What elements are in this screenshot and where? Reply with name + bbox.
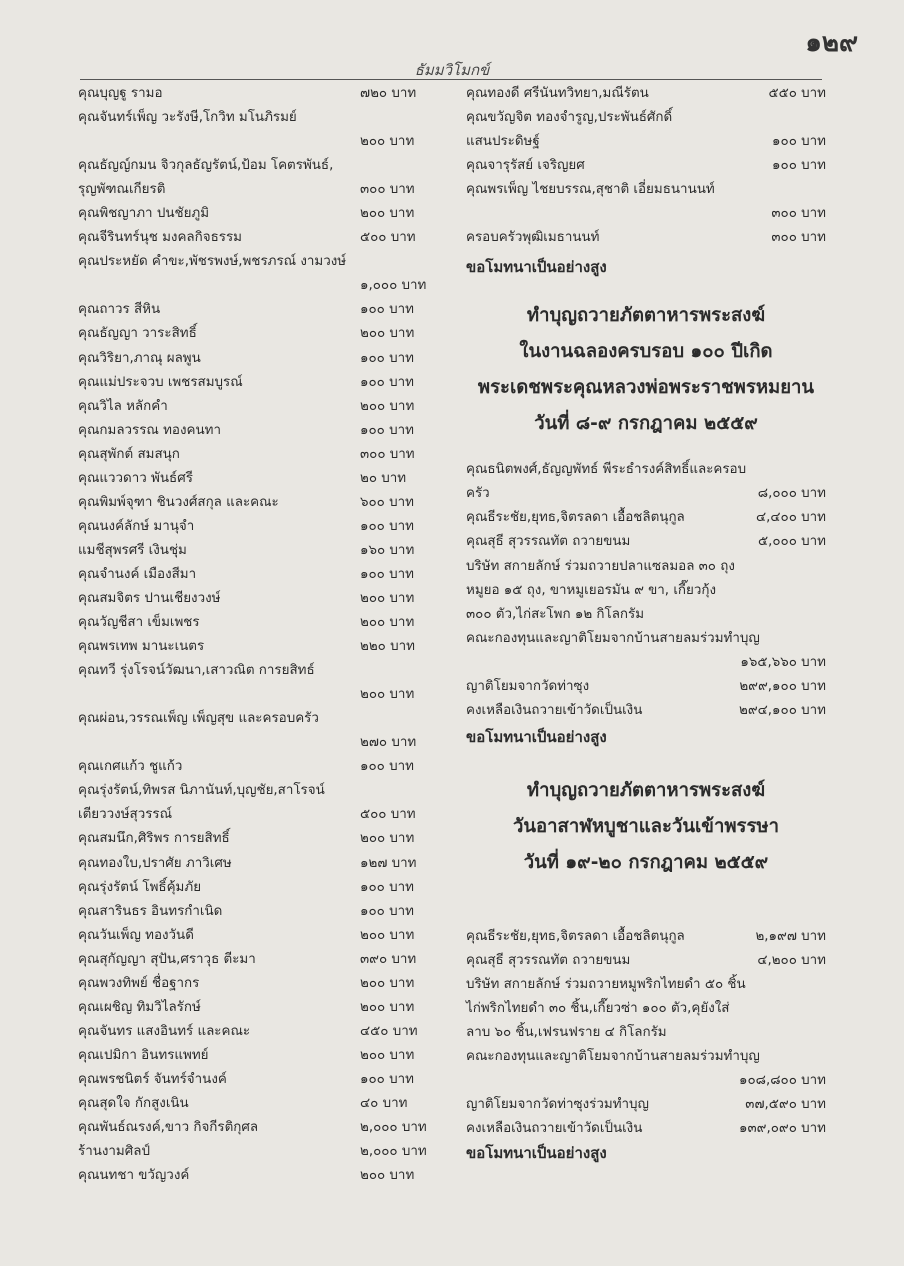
donor-name: ลาบ ๖๐ ชิ้น,เฟรนฟราย ๔ กิโลกรัม <box>466 1025 667 1041</box>
donor-name: คุณทองใบ,ปราศัย ภาวิเศษ <box>78 855 232 871</box>
donor-name: คุณวิริยา,ภาณุ ผลพูน <box>78 350 201 366</box>
donation-amount: ๒๐๐ บาท <box>360 326 415 342</box>
donation-amount: ๑๖๕,๖๖๐ บาท <box>740 654 826 670</box>
donation-amount: ๑๐๐ บาท <box>360 302 414 318</box>
donor-line <box>466 555 826 579</box>
donor-line <box>466 82 826 106</box>
donor-name: คุณวัญชีสา เข็มเพชร <box>78 615 200 631</box>
donor-line <box>78 371 461 395</box>
donor-name: คุณพิมพ์จุฑา ชินวงศ์สกุล และคณะ <box>78 494 279 510</box>
donor-name: คุณพรเพ็ญ ไชยบรรณ,สุชาติ เอี่ยมธนานนท์ <box>466 182 715 198</box>
donor-name: ญาติโยมจากวัดท่าซุงร่วมทำบุญ <box>466 1097 649 1113</box>
donor-name: ญาติโยมจากวัดท่าซุง <box>466 678 590 694</box>
donation-amount: ๑๐๘,๘๐๐ บาท <box>738 1073 826 1089</box>
donor-name: คุณเผชิญ ทิมวิไลรักษ์ <box>78 999 201 1015</box>
donation-amount: ๒๒๐ บาท <box>360 639 415 655</box>
donation-amount: ๒๐๐ บาท <box>360 975 415 991</box>
donor-name: คุณสารินธร อินทรกำเนิด <box>78 903 223 919</box>
donation-amount: ๘,๐๐๐ บาท <box>757 486 826 502</box>
donation-amount: ๒,๐๐๐ บาท <box>360 1120 427 1136</box>
donor-line <box>78 1092 461 1116</box>
donation-amount: ๑,๐๐๐ บาท <box>360 278 427 294</box>
donor-name: บริษัท สกายลักษ์ ร่วมถวายหมูพริกไทยดำ ๕๐ ชิ้น <box>466 976 746 992</box>
running-header: ธัมมวิโมกข์ <box>414 61 490 79</box>
donor-name: คุณทวี รุ่งโรจน์วัฒนา,เสาวณิต การยสิทธ์ <box>78 663 315 679</box>
donor-name: คุณจีรินทร์นุช มงคลกิจธรรม <box>78 230 242 246</box>
donor-line <box>78 587 461 611</box>
donation-amount: ๖๐๐ บาท <box>360 494 414 510</box>
donor-line <box>78 779 461 803</box>
donor-line <box>78 563 461 587</box>
donor-line <box>78 539 461 563</box>
donor-name: คุณนทชา ขวัญวงค์ <box>78 1168 190 1184</box>
donor-line <box>78 852 461 876</box>
donor-name: คุณพิชญาภา ปนชัยภูมิ <box>78 206 210 222</box>
donor-name: คุณสุธี สุวรรณทัต ถวายขนม <box>466 952 631 968</box>
donor-line <box>78 178 461 202</box>
donation-amount: ๑๐๐ บาท <box>360 350 414 366</box>
header-rule <box>80 79 822 80</box>
donor-line <box>78 1044 461 1068</box>
donor-line <box>466 627 826 651</box>
donor-line <box>78 274 461 298</box>
donor-line <box>466 1093 826 1117</box>
donation-amount: ๕๕๐ บาท <box>768 86 826 101</box>
donor-name: คงเหลือเงินถวายเข้าวัดเป็นเงิน <box>466 1121 643 1137</box>
section1-list <box>466 458 826 723</box>
donor-name: คุณขวัญจิต ทองจำรูญ,ประพันธ์ศักดิ์ <box>466 110 673 126</box>
donation-amount: ๑๐๐ บาท <box>360 518 414 534</box>
donor-line <box>466 530 826 554</box>
donor-name: คุณสุกัญญา สุปัน,ศราวุธ ตีะมา <box>78 951 256 967</box>
donation-amount: ๒๐๐ บาท <box>360 206 415 222</box>
donor-line <box>78 298 461 322</box>
donation-amount: ๒๐๐ บาท <box>360 831 415 847</box>
donor-line <box>78 972 461 996</box>
donation-amount: ๑๐๐ บาท <box>772 134 826 150</box>
donor-line <box>78 82 461 106</box>
donor-line <box>466 202 826 226</box>
donor-line <box>78 154 461 178</box>
donor-line <box>466 130 826 154</box>
donation-amount: ๗๒๐ บาท <box>360 86 417 101</box>
donor-line <box>78 1020 461 1044</box>
donation-amount: ๓๐๐ บาท <box>771 230 826 246</box>
section1-heading-line: ทำบุญถวายภัตตาหารพระสงฆ์ <box>526 305 766 327</box>
donor-line <box>78 635 461 659</box>
donation-amount: ๑๐๐ บาท <box>360 879 414 895</box>
donor-name: คุณเกศแก้ว ชูแก้ว <box>78 759 183 775</box>
section2-heading-line: ทำบุญถวายภัตตาหารพระสงฆ์ <box>526 779 766 801</box>
donor-name: คุณสมจิตร ปานเชียงวงษ์ <box>78 590 221 606</box>
donation-amount: ๓๐๐ บาท <box>360 182 415 198</box>
donation-amount: ๑๐๐ บาท <box>360 903 414 919</box>
left-donor-column <box>78 82 461 1188</box>
donor-line <box>78 443 461 467</box>
donor-name: ครอบครัวพุฒิเมธานนท์ <box>466 230 600 246</box>
donor-name: คุณวิไล หลักคำ <box>78 398 168 414</box>
donation-amount: ๒๙๔,๑๐๐ บาท <box>739 702 826 718</box>
donor-line <box>78 106 461 130</box>
donor-line <box>466 997 826 1021</box>
donor-name: คุณจันทร แสงอินทร์ และคณะ <box>78 1023 251 1039</box>
donor-name: คุณธัญญา วาระสิทธิ์ <box>78 326 197 342</box>
donor-name: คุณสุธี สุวรรณทัต ถวายขนม <box>466 534 631 550</box>
donor-line <box>78 996 461 1020</box>
donor-line <box>466 1021 826 1045</box>
donor-name: คุณพรเทพ มานะเนตร <box>78 639 205 655</box>
donation-amount: ๑๐๐ บาท <box>360 1071 414 1087</box>
donor-line <box>78 419 461 443</box>
donor-name: คุณกมลวรรณ ทองคนทา <box>78 422 221 438</box>
donor-name: คณะกองทุนและญาติโยมจากบ้านสายลมร่วมทำบุญ <box>466 1049 760 1065</box>
donation-amount: ๓๐๐ บาท <box>771 206 826 222</box>
section1-thanks: ขอโมทนาเป็นอย่างสูง <box>466 727 607 746</box>
donor-line <box>466 1069 826 1093</box>
donor-line <box>466 226 826 250</box>
donor-line <box>78 1116 461 1140</box>
donor-line <box>78 1068 461 1092</box>
donor-line <box>466 579 826 603</box>
donor-name: คุณจำนงค์ เมืองสีมา <box>78 566 197 582</box>
donor-name: คุณรุ่งรัตน์,ทิพรส นิภานันท์,บุญชัย,สาโรจน์ <box>78 783 325 799</box>
donation-amount: ๒๐๐ บาท <box>360 590 415 606</box>
donor-line <box>78 1164 461 1188</box>
donor-line <box>78 202 461 226</box>
section2-heading-line: วันอาสาฬหบูชาและวันเข้าพรรษา <box>513 815 779 837</box>
donation-amount: ๒๐๐ บาท <box>360 1168 415 1184</box>
donation-amount: ๑๐๐ บาท <box>772 158 826 174</box>
donor-name: คุณธีระชัย,ยุทธ,จิตรลดา เอื้อชลิตนุกูล <box>466 510 685 526</box>
section1-heading-line: วันที่ ๘-๙ กรกฎาคม ๒๕๕๙ <box>534 413 758 435</box>
donor-name: คุณแววดาว พันธ์ศรี <box>78 470 193 486</box>
donor-line <box>78 755 461 779</box>
donor-line <box>78 515 461 539</box>
donor-line <box>78 731 461 755</box>
donation-amount: ๑๓๙,๐๙๐ บาท <box>739 1121 826 1137</box>
donor-line <box>78 491 461 515</box>
donation-amount: ๔,๔๐๐ บาท <box>756 510 826 526</box>
donor-name: คุณรุ่งรัตน์ โพธิ์คุ้มภัย <box>78 879 202 895</box>
donor-line <box>466 949 826 973</box>
donor-name: คุณประหยัด คำขะ,พัชรพงษ์,พชรภรณ์ งามวงษ์ <box>78 254 347 270</box>
donor-line <box>466 675 826 699</box>
donor-line <box>78 322 461 346</box>
donor-line <box>78 659 461 683</box>
donor-line <box>78 827 461 851</box>
section2-list <box>466 925 826 1141</box>
donation-amount: ๑๐๐ บาท <box>360 759 414 775</box>
donor-name: คุณพันธ์ณรงค์,ขาว กิจกีรติกุศล <box>78 1120 259 1136</box>
donor-line <box>78 1140 461 1164</box>
donor-line <box>78 924 461 948</box>
donation-amount: ๒,๑๙๗ บาท <box>755 928 826 944</box>
donation-amount: ๓๗,๕๙๐ บาท <box>745 1097 826 1113</box>
right-top-list <box>466 82 826 250</box>
donation-amount: ๔,๒๐๐ บาท <box>757 952 826 968</box>
donor-line <box>466 651 826 675</box>
thanks-text: ขอโมทนาเป็นอย่างสูง <box>466 258 607 277</box>
donor-name: คุณสุดใจ กักสูงเนิน <box>78 1095 189 1111</box>
donation-amount: ๒๐๐ บาท <box>360 134 415 150</box>
donor-line <box>78 707 461 731</box>
donor-line <box>466 1045 826 1069</box>
right-donor-column <box>466 82 826 1165</box>
donor-name: คุณสุพักต์ สมสนุก <box>78 446 180 462</box>
donor-line <box>466 973 826 997</box>
donation-amount: ๒๐๐ บาท <box>360 1047 415 1063</box>
section2-thanks: ขอโมทนาเป็นอย่างสูง <box>466 1144 607 1163</box>
donor-line <box>78 803 461 827</box>
donor-name: คุณจารุรัสย์ เจริญยศ <box>466 158 585 174</box>
donation-amount: ๒๐๐ บาท <box>360 687 415 703</box>
donor-line <box>78 395 461 419</box>
donor-name: คุณแม่ประจวบ เพชรสมบูรณ์ <box>78 374 243 390</box>
section2-heading-line: วันที่ ๑๙-๒๐ กรกฎาคม ๒๕๕๙ <box>523 851 769 873</box>
section1-heading-line: พระเดชพระคุณหลวงพ่อพระราชพรหมยาน <box>477 377 815 399</box>
donor-name: หมูยอ ๑๕ ถุง, ขาหมูเยอรมัน ๙ ขา, เกี๊ยวกุ้ง <box>466 582 717 598</box>
donation-amount: ๕๐๐ บาท <box>360 807 416 823</box>
donor-name: คุณธัญญ์กมน จิวกุลธัญรัตน์,ป้อม โคตรพันธ์, <box>78 158 334 174</box>
donation-amount: ๑๖๐ บาท <box>360 542 415 558</box>
donor-name: คุณทองดี ศรีนันทวิทยา,มณีรัตน <box>466 86 649 101</box>
donor-line <box>466 925 826 949</box>
donation-amount: ๒๐๐ บาท <box>360 927 415 943</box>
donor-name: เตียววงษ์สุวรรณ์ <box>78 807 173 823</box>
donor-line <box>78 948 461 972</box>
donor-name: ครัว <box>466 486 490 502</box>
donation-amount: ๒๙๙,๑๐๐ บาท <box>739 678 826 694</box>
donation-amount: ๒๐๐ บาท <box>360 398 415 414</box>
donor-line <box>78 250 461 274</box>
donor-line <box>78 226 461 250</box>
donor-name: ร้านงามศิลป์ <box>78 1144 150 1160</box>
donor-name: ๓๐๐ ตัว,ไก่สะโพก ๑๒ กิโลกรัม <box>466 606 645 622</box>
donor-name: คุณนงค์ลักษ์ มานุจำ <box>78 518 195 534</box>
donation-amount: ๕๐๐ บาท <box>360 230 416 246</box>
page-number: ๑๒๙ <box>805 28 858 58</box>
donor-name: คุณจันทร์เพ็ญ วะรังษี,โกวิท มโนภิรมย์ <box>78 110 297 126</box>
donor-name: คุณพวงทิพย์ ชื่อฐากร <box>78 975 200 991</box>
section2-heading <box>466 773 826 881</box>
donor-name: คุณเปมิกา อินทรแพทย์ <box>78 1047 209 1063</box>
donor-name: คุณวันเพ็ญ ทองวันดี <box>78 927 194 943</box>
donor-line <box>78 130 461 154</box>
donor-line <box>466 154 826 178</box>
donation-amount: ๒,๐๐๐ บาท <box>360 1144 427 1160</box>
donation-amount: ๑๐๐ บาท <box>360 566 414 582</box>
donor-line <box>466 603 826 627</box>
donation-amount: ๑๒๗ บาท <box>360 855 417 871</box>
donor-line <box>466 1117 826 1141</box>
donor-line <box>466 106 826 130</box>
donation-amount: ๒๐๐ บาท <box>360 999 415 1015</box>
donation-amount: ๑๐๐ บาท <box>360 422 414 438</box>
donor-line <box>466 482 826 506</box>
donation-amount: ๒๐๐ บาท <box>360 615 415 631</box>
donor-line <box>78 347 461 371</box>
donor-name: รุญพัฑณเกียรติ <box>78 182 166 198</box>
donor-line <box>466 458 826 482</box>
section1-heading <box>466 298 826 442</box>
donor-name: คุณสมนึก,ศิริพร การยสิทธิ์ <box>78 831 230 847</box>
donor-line <box>78 876 461 900</box>
donation-amount: ๓๙๐ บาท <box>360 951 417 967</box>
donor-name: แมชีสุพรศรี เงินชุ่ม <box>78 542 187 558</box>
donor-name: คุณธีระชัย,ยุทธ,จิตรลดา เอื้อชลิตนุกูล <box>466 928 685 944</box>
donor-name: แสนประดิษฐ์ <box>466 134 540 150</box>
donor-line <box>466 506 826 530</box>
donor-name: คุณถาวร สีหิน <box>78 302 161 318</box>
donation-amount: ๒๐ บาท <box>360 470 407 486</box>
donor-line <box>78 467 461 491</box>
donor-line <box>78 611 461 635</box>
donation-amount: ๑๐๐ บาท <box>360 374 414 390</box>
donor-line <box>466 699 826 723</box>
donation-amount: ๔๐ บาท <box>360 1095 408 1111</box>
donor-name: บริษัท สกายลักษ์ ร่วมถวายปลาแซลมอล ๓๐ ถุง <box>466 558 735 574</box>
donor-line <box>78 900 461 924</box>
section1-heading-line: ในงานฉลองครบรอบ ๑๐๐ ปีเกิด <box>519 341 773 363</box>
donor-name: คุณธนิตพงศ์,ธัญญพัทธ์ พีระธำรงค์สิทธิ์และครอบ <box>466 462 747 478</box>
donor-name: คุณบุญฐู รามอ <box>78 86 163 101</box>
donor-name: คุณผ่อน,วรรณเพ็ญ เพ็ญสุข และครอบครัว <box>78 711 319 727</box>
donor-line <box>466 178 826 202</box>
donor-name: คงเหลือเงินถวายเข้าวัดเป็นเงิน <box>466 702 643 718</box>
donor-name: คณะกองทุนและญาติโยมจากบ้านสายลมร่วมทำบุญ <box>466 630 760 646</box>
donation-amount: ๔๕๐ บาท <box>360 1023 418 1039</box>
donor-name: คุณพรชนิตร์ จันทร์จำนงค์ <box>78 1071 227 1087</box>
donor-line <box>78 683 461 707</box>
donor-name: ไก่พริกไทยดำ ๓๐ ชิ้น,เกี๊ยวซ่า ๑๐๐ ตัว,คุยังใส่ <box>466 1000 730 1016</box>
donation-amount: ๒๗๐ บาท <box>360 735 417 751</box>
donation-amount: ๕,๐๐๐ บาท <box>757 534 826 550</box>
donation-amount: ๓๐๐ บาท <box>360 446 415 462</box>
